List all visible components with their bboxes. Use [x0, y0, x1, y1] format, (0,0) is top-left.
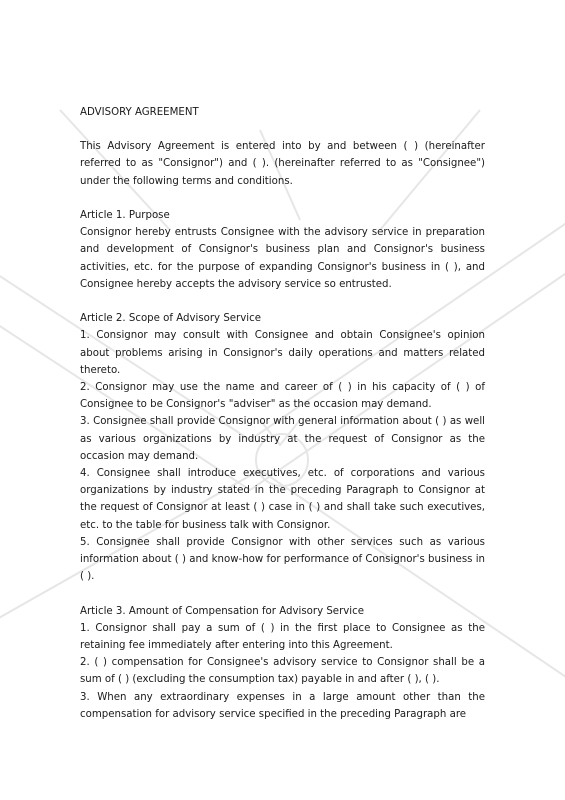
- document-page: [80, 104, 485, 723]
- article2-item: 4. Consignee shall introduce executives, etc. of corporations and various organizations by industry stated in the preceding Paragraph to Consignor at the request of Consignor at least ( ) case in ( ) and shall take such executives, etc. to the table for business talk with Consignor.: [80, 468, 485, 531]
- article3-item: 2. ( ) compensation for Consignee's advisory service to Consignor shall be a sum of ( ) (excluding the consumption tax) payable in and after ( ), ( ).: [80, 657, 485, 686]
- article3-item: 3. When any extraordinary expenses in a large amount other than the compensation for advisory service specified in the preceding Paragraph are: [80, 691, 485, 720]
- intro-paragraph: This Advisory Agreement is entered into by and between ( ) (hereinafter referred to as "Consignor") and ( ). (hereinafter referred to as "Consignee") under the following terms and conditions.: [80, 141, 485, 187]
- article1-text: Consignor hereby entrusts Consignee with the advisory service in preparation and development of Consignor's business plan and Consignor's business activities, etc. for the purpose of expanding Consignor's business in ( ), and Consignee hereby accepts the advisory service so entrusted.: [80, 227, 485, 290]
- article3-heading: Article 3. Amount of Compensation for Advisory Service: [80, 605, 364, 617]
- article2-item: 3. Consignee shall provide Consignor with general information about ( ) as well as various organizations by industry at the request of Consignor as the occasion may demand.: [80, 416, 485, 462]
- article2-heading: Article 2. Scope of Advisory Service: [80, 313, 261, 325]
- article2-item: 1. Consignor may consult with Consignee and obtain Consignee's opinion about problems arising in Consignor's daily operations and matters related thereto.: [80, 330, 485, 376]
- article1-heading: Article 1. Purpose: [80, 210, 170, 221]
- article2-item: 2. Consignor may use the name and career of ( ) in his capacity of ( ) of Consignee to be Consignor's "adviser" as the occasion may demand.: [80, 382, 485, 411]
- document-title: ADVISORY AGREEMENT: [80, 107, 199, 118]
- article3-item: 1. Consignor shall pay a sum of ( ) in the first place to Consignee as the retaining fee immediately after entering into this Agreement.: [80, 622, 485, 652]
- article2-item: 5. Consignee shall provide Consignor with other services such as various information about ( ) and know-how for performance of Consignor's business in ( ).: [80, 536, 485, 583]
